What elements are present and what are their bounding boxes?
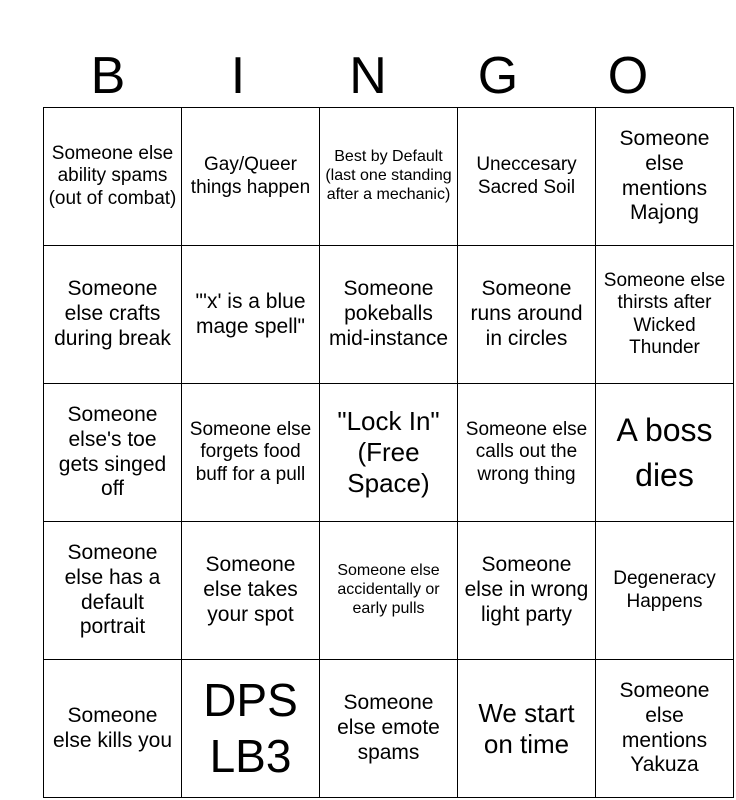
bingo-cell[interactable]: Someone runs around in circles: [458, 246, 596, 384]
bingo-cell[interactable]: Someone else forgets food buff for a pull: [182, 384, 320, 522]
bingo-cell[interactable]: A boss dies: [596, 384, 734, 522]
bingo-cell[interactable]: Best by Default (last one standing after a mechanic): [320, 108, 458, 246]
bingo-cell[interactable]: Someone else emote spams: [320, 660, 458, 798]
board-row-2: [44, 246, 734, 384]
bingo-cell[interactable]: DPS LB3: [182, 660, 320, 798]
bingo-header: [43, 44, 693, 108]
bingo-cell[interactable]: Degeneracy Happens: [596, 522, 734, 660]
header-letter-b: B: [90, 47, 126, 105]
bingo-cell[interactable]: "'x' is a blue mage spell": [182, 246, 320, 384]
board-row-4: [44, 522, 734, 660]
bingo-cell[interactable]: Someone else mentions Majong: [596, 108, 734, 246]
bingo-cell[interactable]: Gay/Queer things happen: [182, 108, 320, 246]
bingo-cell[interactable]: Someone else kills you: [44, 660, 182, 798]
bingo-cell-free-space[interactable]: "Lock In" (Free Space): [320, 384, 458, 522]
header-letter-n: N: [349, 47, 387, 105]
bingo-cell[interactable]: Someone else's toe gets singed off: [44, 384, 182, 522]
bingo-cell[interactable]: Someone else ability spams (out of combat): [44, 108, 182, 246]
bingo-cell[interactable]: We start on time: [458, 660, 596, 798]
bingo-cell[interactable]: Someone pokeballs mid-instance: [320, 246, 458, 384]
bingo-cell[interactable]: Someone else thirsts after Wicked Thunder: [596, 246, 734, 384]
bingo-cell[interactable]: Someone else crafts during break: [44, 246, 182, 384]
header-letter-i: I: [230, 47, 246, 105]
bingo-cell[interactable]: Someone else has a default portrait: [44, 522, 182, 660]
bingo-cell[interactable]: Someone else takes your spot: [182, 522, 320, 660]
bingo-cell[interactable]: Uneccesary Sacred Soil: [458, 108, 596, 246]
board-row-5: [44, 660, 734, 798]
header-letter-o: O: [607, 47, 649, 105]
header-letter-g: G: [477, 47, 519, 105]
bingo-cell[interactable]: Someone else in wrong light party: [458, 522, 596, 660]
bingo-cell[interactable]: Someone else calls out the wrong thing: [458, 384, 596, 522]
bingo-cell[interactable]: Someone else mentions Yakuza: [596, 660, 734, 798]
board-row-3: [44, 384, 734, 522]
board-row-1: [44, 108, 734, 246]
bingo-cell[interactable]: Someone else accidentally or early pulls: [320, 522, 458, 660]
bingo-board: [43, 107, 734, 798]
